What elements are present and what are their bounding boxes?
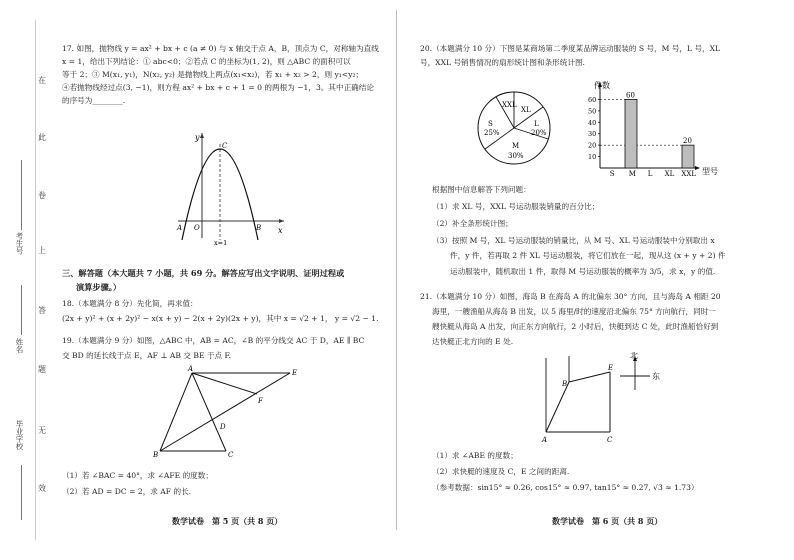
- navigation-figure: [536, 352, 716, 448]
- seal-char: 无: [38, 426, 46, 435]
- segment-ab: [160, 373, 192, 451]
- compass-north-label: 北: [630, 352, 638, 360]
- seal-char: 效: [38, 484, 46, 493]
- bar-value-label: 20: [683, 137, 692, 146]
- pie-label-m: M: [512, 142, 520, 150]
- bar-y-tick-label: 50: [588, 107, 597, 116]
- q17-line: 等于 2；③ M(x₁, y₁)，N(x₂, y₂) 是抛物线上两点(x₁<x₂)，若 x₁ + x₂ > 2，则 y₁<y₂；: [62, 70, 364, 79]
- section-3-line: 演算步骤。）: [76, 282, 122, 292]
- bar-x-tick-label: M: [628, 170, 636, 178]
- q20-line: 号，XXL 号销售情况的扇形统计图和条形统计图.: [420, 58, 585, 67]
- q17-line: 的序号为________.: [62, 96, 126, 105]
- q19-line: 19.（本题满分 9 分）如图，△ABC 中，AB = AC，∠B 的平分线交 AC 于 D，AE ∥ BC: [62, 336, 365, 345]
- q21-line: 艘快艇从海岛 A 出发，向正东方向航行，2 小时后，快艇到达 C 处，此时渔船恰好到: [432, 322, 719, 331]
- exam-number-line: [21, 160, 22, 230]
- q18-line: 18.（本题满分 8 分）先化简，再求值：: [62, 299, 198, 308]
- binding-line: [35, 20, 36, 540]
- q17-line: 17. 如图，抛物线 y = ax² + bx + c (a ≠ 0) 与 x 轴交于点 A，B，顶点为 C，对称轴为直线: [62, 44, 379, 53]
- point-e-label: E: [608, 364, 614, 372]
- triangle-figure: [140, 363, 310, 463]
- pie-label-s: S: [488, 120, 493, 128]
- pie-pct-l: 20%: [531, 129, 547, 137]
- bar-y-tick-label: 30: [588, 130, 597, 139]
- q20-body: （1）求 XL 号，XXL 号运动服装销量的百分比；: [432, 202, 600, 211]
- segment-be: [569, 372, 610, 382]
- right-page-footer: 数学试卷 第 6 页（共 8 页）: [552, 516, 663, 526]
- point-a-label: A: [542, 436, 548, 444]
- bar-x-tick-label: XL: [664, 170, 675, 178]
- q20-body: （2）补全条形统计图；: [432, 219, 513, 228]
- q21-sub: （参考数据：sin15° ≈ 0.26, cos15° ≈ 0.97, tan15° ≈ 0.27, √3 ≈ 1.73）: [432, 483, 699, 492]
- vertex-c-label: C: [222, 142, 228, 150]
- bar: [682, 145, 694, 168]
- pie-chart: [476, 90, 554, 168]
- bar-value-label: 60: [626, 91, 635, 100]
- point-b-label: B: [256, 224, 262, 232]
- segment-be: [160, 373, 290, 451]
- seal-char: 卷: [38, 191, 46, 200]
- point-d-label: D: [220, 423, 226, 431]
- bar-y-title: 件数: [594, 81, 610, 90]
- symmetry-axis-label: x=1: [214, 239, 228, 247]
- q21-line: 达快艇正北方向的 E 处.: [432, 337, 514, 346]
- parabola-graph: [170, 128, 290, 248]
- bar-x-tick-label: S: [609, 170, 615, 178]
- bar-x-tick-label: XXL: [681, 170, 697, 178]
- y-axis-arrow: [200, 133, 204, 138]
- origin-label: O: [194, 224, 200, 232]
- q20-body: 运动服装中，随机取出 1 件，取得 M 号运动服装的概率为 3/5，求 x，y 的值.: [450, 267, 716, 276]
- segment-ab: [546, 382, 569, 432]
- q17-line: x = 1，给出下列结论：① abc<0；②若点 C 的坐标为(1, 2)，则 △ABC 的面积可以: [62, 57, 351, 66]
- seal-char: 在: [38, 76, 46, 85]
- seal-char: 答: [38, 306, 46, 315]
- school-label: 毕业学校: [15, 420, 24, 450]
- x-label: x: [278, 226, 283, 235]
- name-label: 姓名: [15, 338, 24, 353]
- q21-sub: （2）求快艇的速度及 C，E 之间的距离.: [432, 467, 570, 476]
- q17-line: ④若抛物线经过点(3, −1)，则方程 ax² + bx + c + 1 = 0 的两根为 −1，3。其中正确结论: [62, 83, 374, 92]
- point-b-label: B: [562, 380, 568, 388]
- seal-char: 上: [38, 246, 46, 255]
- q19-sub: （1）若 ∠BAC = 40°，求 ∠AFE 的度数；: [62, 471, 213, 480]
- q20-body: 件，y 件，若再取 2 件 XL 号运动服装，将它们放在一起，现从这 (x + y + 2) 件: [450, 251, 726, 260]
- q19-line: 交 BD 的延长线于点 E，AF ⊥ AB 交 BE 于点 F.: [62, 351, 232, 360]
- name-line: [21, 285, 22, 335]
- compass-east-label: 东: [652, 372, 660, 381]
- bar-y-tick-label: 60: [588, 95, 597, 104]
- point-c-label: C: [228, 451, 234, 459]
- point-f-label: F: [258, 397, 263, 405]
- section-3-line: 三、解答题（本大题共 7 小题，共 69 分。解答应写出文字说明、证明过程或: [62, 268, 345, 278]
- page-divider: [396, 10, 397, 530]
- school-line: [21, 465, 22, 520]
- pie-label-l: L: [534, 120, 539, 128]
- q21-line: 21.（本题满分 10 分）如图，海岛 B 在海岛 A 的北偏东 30° 方向，且与海岛 A 相距 20: [420, 292, 721, 301]
- segment-af: [192, 373, 257, 394]
- point-a-label: A: [188, 365, 194, 373]
- q20-body: （3）按照 M 号，XL 号运动服装的销量比，从 M 号、XL 号运动服装中分别取出 x: [432, 236, 715, 245]
- exam-number-label: 考生号: [15, 232, 24, 255]
- segment-ac: [192, 373, 226, 451]
- bar: [625, 99, 637, 168]
- q18-line: (2x + y)² + (x + 2y)² − x(x + y) − 2(x + 2y)(2x + y)，其中 x = √2 + 1， y = √2 − 1.: [62, 314, 379, 323]
- bar-x-title: 型号: [702, 167, 718, 176]
- bar-chart: [570, 78, 720, 180]
- bar-y-tick-label: 10: [588, 153, 597, 162]
- point-b-label: B: [153, 451, 159, 459]
- q20-line: 20.（本题满分 10 分）下图是某商场第二季度某品牌运动服装的 S 号，M 号，L 号，XL: [420, 44, 721, 53]
- y-label: y: [195, 133, 200, 142]
- pie-label-xxl: XXL: [502, 101, 517, 109]
- pie-label-xl: XL: [521, 106, 531, 114]
- pie-pct-s: 25%: [484, 129, 500, 137]
- bar-y-tick-label: 20: [588, 141, 597, 150]
- point-e-label: E: [292, 369, 298, 377]
- q21-line: 海里，一艘渔船从海岛 B 出发，以 5 海里/时的速度沿北偏东 75° 方向航行，同时一: [432, 307, 716, 316]
- seal-char: 题: [38, 365, 46, 374]
- q19-sub: （2）若 AD = DC = 2，求 AF 的长.: [62, 487, 192, 496]
- left-page-footer: 数学试卷 第 5 页（共 8 页）: [172, 516, 283, 526]
- q21-sub: （1）求 ∠ABE 的度数；: [432, 451, 518, 460]
- bar-y-tick-label: 40: [588, 118, 597, 127]
- pie-pct-m: 30%: [508, 152, 524, 160]
- x-axis-arrow: [279, 219, 284, 223]
- q20-body: 根据图中信息解答下列问题：: [432, 185, 531, 194]
- point-a-label: A: [177, 224, 183, 232]
- point-c-label: C: [607, 436, 613, 444]
- bar-x-tick-label: L: [647, 170, 653, 178]
- seal-char: 此: [38, 133, 46, 142]
